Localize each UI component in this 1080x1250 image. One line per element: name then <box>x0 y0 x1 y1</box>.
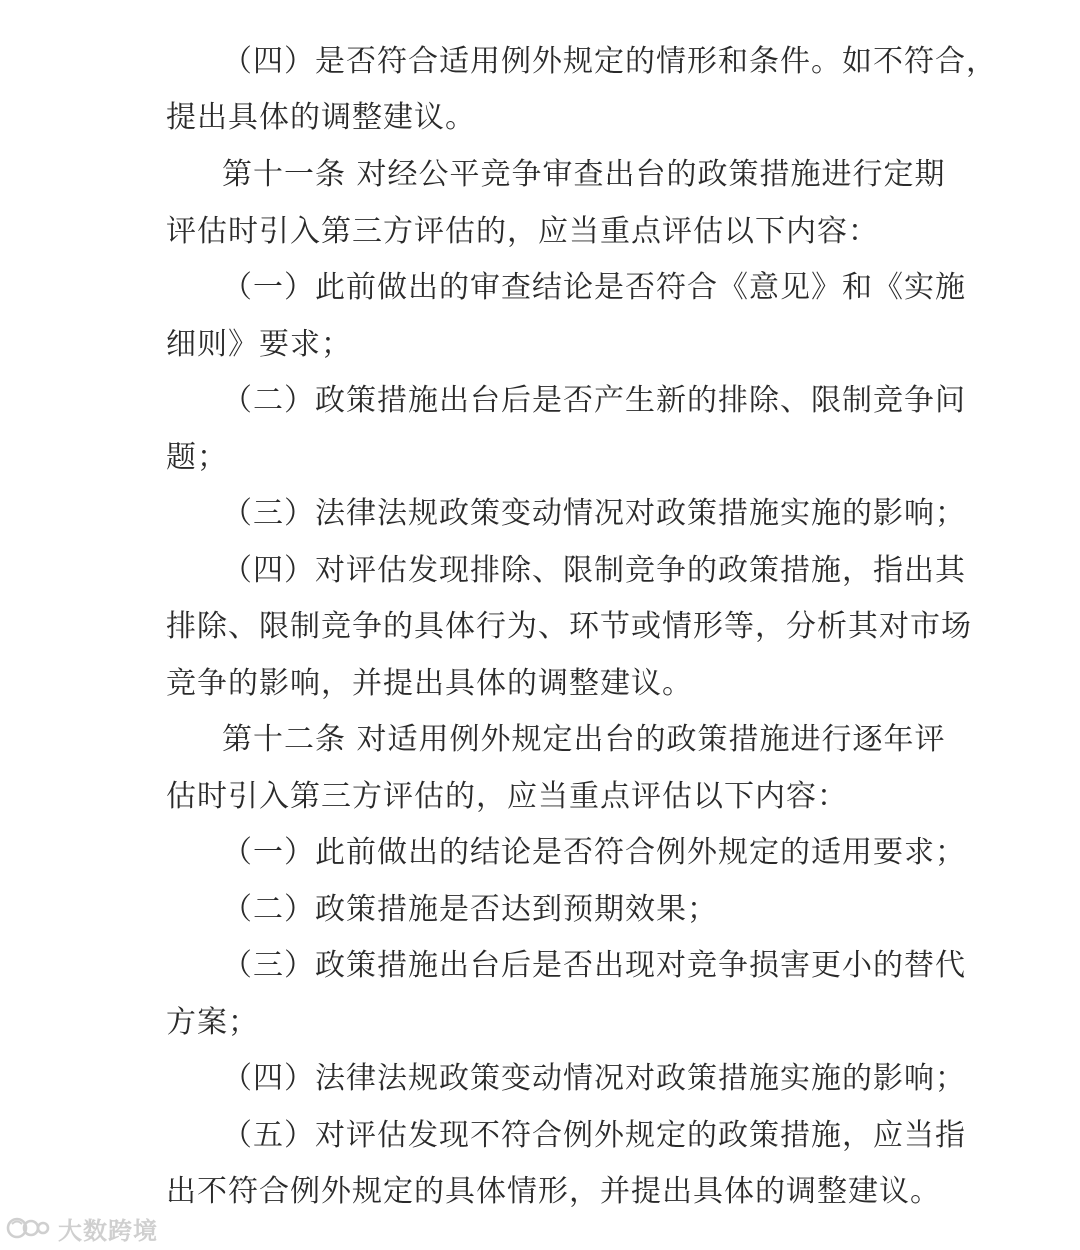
text-line: （四）法律法规政策变动情况对政策措施实施的影响； <box>222 1061 966 1096</box>
text-line: （五）对评估发现不符合例外规定的政策措施，应当指 <box>222 1118 966 1153</box>
text-line: （一）此前做出的审查结论是否符合《意见》和《实施 <box>222 270 966 305</box>
watermark <box>6 1212 158 1244</box>
text-line: 题； <box>166 440 228 475</box>
text-line: 评估时引入第三方评估的，应当重点评估以下内容： <box>166 214 879 249</box>
text-line: 提出具体的调整建议。 <box>166 100 476 135</box>
article-heading-line: 第十一条 对经公平竞争审查出台的政策措施进行定期 <box>222 157 946 192</box>
text-line: （四）对评估发现排除、限制竞争的政策措施，指出其 <box>222 553 966 588</box>
watermark-text: 大数跨境 <box>58 1216 158 1245</box>
text-line: 方案； <box>166 1005 259 1040</box>
text-line: 排除、限制竞争的具体行为、环节或情形等，分析其对市场 <box>166 609 972 644</box>
text-line: 估时引入第三方评估的，应当重点评估以下内容： <box>166 779 848 814</box>
text-line: （一）此前做出的结论是否符合例外规定的适用要求； <box>222 835 966 870</box>
text-line: 竞争的影响，并提出具体的调整建议。 <box>166 666 693 701</box>
article-heading-line: 第十二条 对适用例外规定出台的政策措施进行逐年评 <box>222 722 946 757</box>
watermark-logo-icon <box>6 1215 52 1241</box>
text-line: （二）政策措施是否达到预期效果； <box>222 892 718 927</box>
text-line: （三）法律法规政策变动情况对政策措施实施的影响； <box>222 496 966 531</box>
text-line: 出不符合例外规定的具体情形，并提出具体的调整建议。 <box>166 1174 941 1209</box>
text-line: 细则》要求； <box>166 327 352 362</box>
text-line: （三）政策措施出台后是否出现对竞争损害更小的替代 <box>222 948 966 983</box>
text-line: （四）是否符合适用例外规定的情形和条件。如不符合， <box>222 44 997 79</box>
text-line: （二）政策措施出台后是否产生新的排除、限制竞争问 <box>222 383 966 418</box>
